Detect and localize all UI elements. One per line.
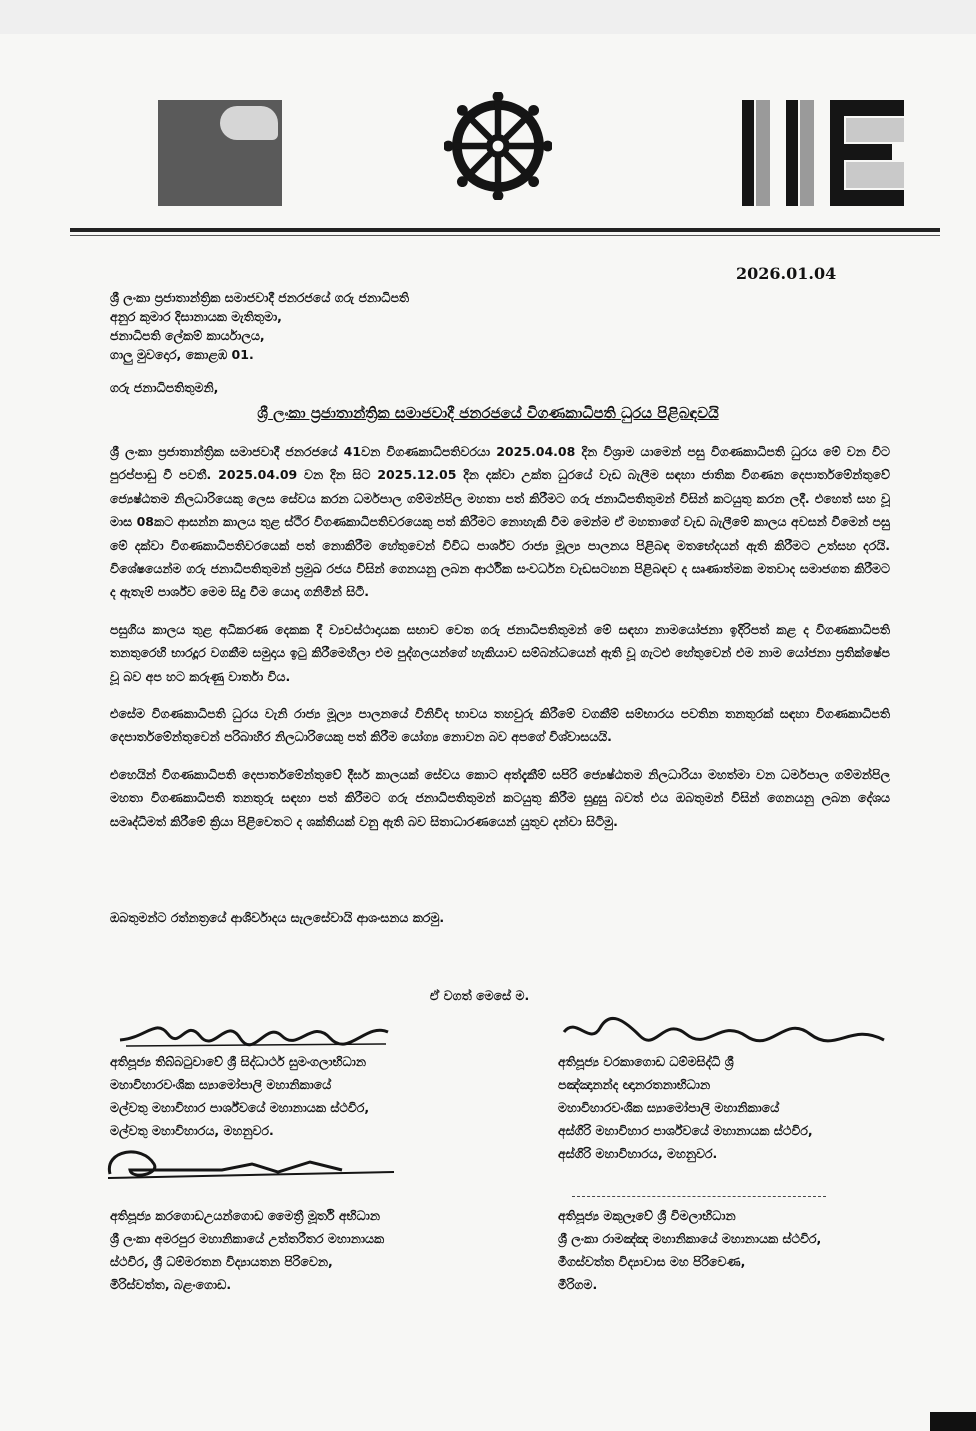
signatory-line: අතිපූජ්‍ය කරගොඩඋයන්ගොඩ මෛත්‍රී මූර්ති අභිධාන [110, 1208, 380, 1223]
address-line: අනුර කුමාර දිසානායක මැතිතුමා, [110, 309, 282, 324]
signatory-line: අතිපූජ්‍ය තිබ්බටුවාවේ ශ්‍රී සිද්ධාර්ථ සුමංගලාභිධාන [110, 1054, 366, 1069]
emblem-left-highlight [220, 106, 278, 140]
signatory-line: අස්ගිරි මහාවිහාර පාර්ශ්වයේ මහානායක ස්ථවිර, [558, 1123, 813, 1138]
corner-mark [930, 1412, 976, 1431]
signatory-line: මීරිගම. [558, 1277, 598, 1292]
address-line: ගාලු මුවදොර, කොළඹ 01. [110, 347, 254, 362]
sign-off: ඒ වගත් මෙසේ ම. [430, 988, 530, 1003]
body-paragraph: එහෙයින් විගණකාධිපති දෙපාර්තමේන්තුවේ දීර්ඝ කාලයක් සේවය කොට අත්දැකීම් සපිරි ජ්‍යෙෂ්ඨතම නිලධාරියා මහත්මා වන ධර්මපාල ගම්මන්පිල මහතා විගණකාධිපති තනතුරු සඳහා පත් කිරීමට ගරු ජනාධිපතිතුමන් කටයුතු කිරීම සුදුසු බවත් එය ඔබතුමන් විසින් ගෙනයනු ලබන දේශය සමෘද්ධිමත් කිරීමේ ක්‍රියා පිළිවෙතට ද ශක්තියක් වනු ඇති බව සිතාධාරණයෙන් යුතුව දන්වා සිටිමු. [110, 766, 890, 829]
signatory-line: මහාවිහාරවංශික ස්‍යාමෝපාලි මහානිකායේ [110, 1077, 332, 1092]
signatory-line: මීගස්වත්ත විද්‍යාවාස මහ පිරිවෙණ, [558, 1254, 746, 1269]
letter-subject: ශ්‍රී ලංකා ප්‍රජාතාන්ත්‍රික සමාජවාදී ජනරජයේ විගණකාධිපති ධුරය පිළිබඳවයි [257, 404, 719, 422]
signature-scrawl-3 [102, 1140, 402, 1190]
letter-body [110, 440, 890, 847]
address-line: ජනාධිපති ලේකම් කාර්යාලය, [110, 328, 265, 343]
salutation: ගරු ජනාධිපතිතුමනි, [110, 380, 219, 395]
emblem-left-image [158, 100, 282, 206]
signatory-line: මිරිස්වත්ත, බළංගොඩ. [110, 1277, 232, 1292]
signatory-line: මල්වතු මහාවිහාරය, මහනුවර. [110, 1123, 274, 1138]
signatory-block-2 [558, 1050, 813, 1165]
signatory-line: පඤ්ඤානන්ද ඥානරතනාභිධාන [558, 1077, 711, 1092]
signatory-line: අස්ගිරි මහාවිහාරය, මහනුවර. [558, 1146, 718, 1161]
address-line: ශ්‍රී ලංකා ප්‍රජාතාන්ත්‍රික සමාජවාදී ජනරජයේ ගරු ජනාධිපති [110, 290, 410, 305]
dharma-wheel-icon [444, 92, 552, 200]
letterhead-rule-thin [70, 235, 940, 236]
signature-scrawl-2 [560, 1010, 890, 1054]
signatory-line: මල්වතු මහාවිහාර පාර්ශ්වයේ මහානායක ස්ථවිර, [110, 1100, 370, 1115]
signatory-line: මහාවිහාරවංශික ස්‍යාමෝපාලි මහානිකායේ [558, 1100, 780, 1115]
emblem-right-image [742, 100, 904, 206]
signatory-block-1 [110, 1050, 369, 1142]
signature-line [572, 1196, 826, 1197]
signature-scrawl-1 [116, 1010, 396, 1054]
body-paragraph: ශ්‍රී ලංකා ප්‍රජාතාන්ත්‍රික සමාජවාදී ජනරජයේ 41වන විගණකාධිපතිවරයා 2025.04.08 දින විශ්‍රාම යාමෙන් පසු විගණකාධිපති ධුරය මේ වන විට පුරප්පාඩු වී පවතී. 2025.04.09 වන දින සිට 2025.12.05 දින දක්වා උක්ත ධුරයේ වැඩ බැලීම සඳහා ජාතික විගණන දෙපාර්තමේන්තුවේ ජ්‍යෙෂ්ඨතම නිලධාරියෙකු ලෙස සේවය කරන ධර්මපාල ගම්මන්පිල මහතා පත් කිරීමට ගරු ජනාධිපතිතුමන් විසින් කටයුතු කරන ලදී. එහෙත් සහ වූ මාස 08කට ආසන්න කාලය තුළ ස්ථිර විගණකාධිපතිවරයෙකු පත් කිරීමට නොහැකි වීම මෙන්ම ඒ මහතාගේ වැඩ බැලීමේ කාලය අවසන් වීමෙන් පසු මේ දක්වා විගණකාධිපතිවරයෙක් පත් නොකිරීම හේතුවෙන් විවිධ පාර්ශ්ව රාජ්‍ය මූල්‍ය පාලනය පිළිබඳ මතභේදයන් ඇති කිරීමට උත්සහ දරයි. විශේෂයෙන්ම ගරු ජනාධිපතිතුමන් ප්‍රමුඛ රජය විසින් ගෙනයනු ලබන ආර්ථික සංවර්ධන වැඩසටහන පිළිබඳව ද සෘණාත්මක මතවාද සමාජගත කිරීමට ද ඇතැම් පාර්ශ්ව මෙම සිදු වීම යොදා ගනිමින් සිටී. [110, 444, 890, 600]
signatory-line: ශ්‍රී ලංකා රාමඤ්ඤ මහානිකායේ මහානායක ස්ථවිර, [558, 1231, 822, 1246]
signatory-line: ස්ථවිර, ශ්‍රී ධම්මරතන විද්‍යායතන පිරිවෙන, [110, 1254, 333, 1269]
letterhead-rule [70, 228, 940, 232]
body-paragraph: එසේම විගණකාධිපති ධුරය වැනි රාජ්‍ය මූල්‍ය පාලනයේ විනිවිද භාවය තහවුරු කිරීමේ වගකීම් සම්භාරය පවතින තනතුරක් සඳහා විගණකාධිපති දෙපාර්තමේන්තුවෙන් පරිබාහිර නිලධාරියෙකු පත් කිරීම යෝග්‍ය නොවන බව අපගේ විශ්වාසයයි. [110, 706, 890, 745]
body-paragraph: පසුගිය කාලය තුළ අධිකරණ දෙකක දී ව්‍යවස්ථාදායක සභාව වෙත ගරු ජනාධිපතිතුමන් මේ සඳහා නාමයෝජනා ඉදිරිපත් කළ ද විගණකාධිපති තනතුරෙහි භාරදූර වගකීම සමුදාය ඉටු කිරීමෙහිලා එම පුද්ගලයන්ගේ හැකියාව සම්බන්ධයෙන් ඇති වූ ගැටළු හේතුවෙන් එම නාම යෝජනා ප්‍රතික්ෂේප වූ බව අප හට කරුණු වාර්තා විය. [110, 621, 890, 684]
signatory-block-4 [558, 1204, 821, 1296]
closing-blessing: ඔබතුමන්ට රත්නත්‍රයේ ආශිර්වාදය සැලසේවායි ආශංසනය කරමු. [110, 910, 445, 925]
signatory-block-3 [110, 1204, 384, 1296]
top-bar [0, 0, 976, 34]
signatory-line: අතිපූජ්‍ය මකුලෑවේ ශ්‍රී විමලාභිධාන [558, 1208, 736, 1223]
letter-date: 2026.01.04 [736, 264, 837, 283]
recipient-address [110, 288, 610, 364]
signatory-line: ශ්‍රී ලංකා අමරපුර මහානිකායේ උත්තරීතර මහානායක [110, 1231, 385, 1246]
signatory-line: අතිපූජ්‍ය වරකාගොඩ ධම්මසිද්ධි ශ්‍රී [558, 1054, 734, 1069]
